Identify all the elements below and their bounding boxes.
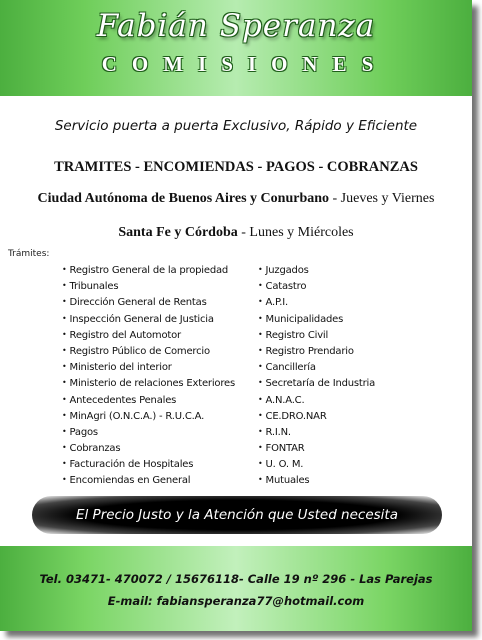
tramite-item: • CE.DRO.NAR <box>258 408 375 424</box>
contact-email: E-mail: fabiansperanza77@hotmail.com <box>107 594 365 608</box>
slogan-banner <box>32 496 442 534</box>
tramite-item: • Tribunales <box>62 278 235 294</box>
tramite-item: • A.N.A.C. <box>258 392 375 408</box>
tramite-item: • Catastro <box>258 278 375 294</box>
zone-days: - Lunes y Miércoles <box>237 225 354 240</box>
tramite-item: • FONTAR <box>258 440 375 456</box>
brand-subtitle: COMISIONES <box>101 52 389 76</box>
tramite-item: • Registro Prendario <box>258 343 375 359</box>
contact-phone: Tel. 03471- 470072 / 15676118- Calle 19 nº 296 - Las Parejas <box>39 572 433 586</box>
tramite-item: • Inspección General de Justicia <box>62 311 235 327</box>
services-line: TRAMITES - ENCOMIENDAS - PAGOS - COBRANZAS <box>54 159 418 175</box>
tramite-item: • A.P.I. <box>258 294 375 310</box>
tramite-item: • R.I.N. <box>258 424 375 440</box>
tramite-item: • Registro Público de Comercio <box>62 343 235 359</box>
brand-name: Fabián Speranza <box>96 8 376 44</box>
tramite-item: • Ministerio del interior <box>62 359 235 375</box>
tramite-item: • Secretaría de Industria <box>258 375 375 391</box>
zone-days: - Jueves y Viernes <box>329 191 435 206</box>
tramite-item: • Antecedentes Penales <box>62 392 235 408</box>
tramite-item: • Ministerio de relaciones Exteriores <box>62 375 235 391</box>
tramites-list-right <box>258 262 375 489</box>
zone-santa-fe-cordoba <box>0 225 472 241</box>
tramite-item: • Registro Civil <box>258 327 375 343</box>
tramite-item: • Cobranzas <box>62 440 235 456</box>
tagline: Servicio puerta a puerta Exclusivo, Rápido y Eficiente <box>54 118 418 134</box>
zone-buenos-aires <box>0 191 472 207</box>
tramites-label: Trámites: <box>8 249 50 259</box>
header-band <box>0 0 472 96</box>
tramite-item: • Dirección General de Rentas <box>62 294 235 310</box>
tramite-item: • Pagos <box>62 424 235 440</box>
tramite-item: • MinAgri (O.N.C.A.) - R.U.C.A. <box>62 408 235 424</box>
tramite-item: • Juzgados <box>258 262 375 278</box>
tramite-item: • Registro General de la propiedad <box>62 262 235 278</box>
tramites-list-left <box>62 262 235 489</box>
tramite-item: • Facturación de Hospitales <box>62 456 235 472</box>
footer-band <box>0 546 472 631</box>
tramite-item: • Mutuales <box>258 472 375 488</box>
tramite-item: • U. O. M. <box>258 456 375 472</box>
tramite-item: • Encomiendas en General <box>62 472 235 488</box>
tramite-item: • Registro del Automotor <box>62 327 235 343</box>
zone-area: Santa Fe y Córdoba <box>118 225 238 240</box>
slogan-text: El Precio Justo y la Atención que Usted necesita <box>75 507 398 523</box>
tramite-item: • Cancillería <box>258 359 375 375</box>
zone-area: Ciudad Autónoma de Buenos Aires y Conurbano <box>37 191 330 206</box>
tramite-item: • Municipalidades <box>258 311 375 327</box>
